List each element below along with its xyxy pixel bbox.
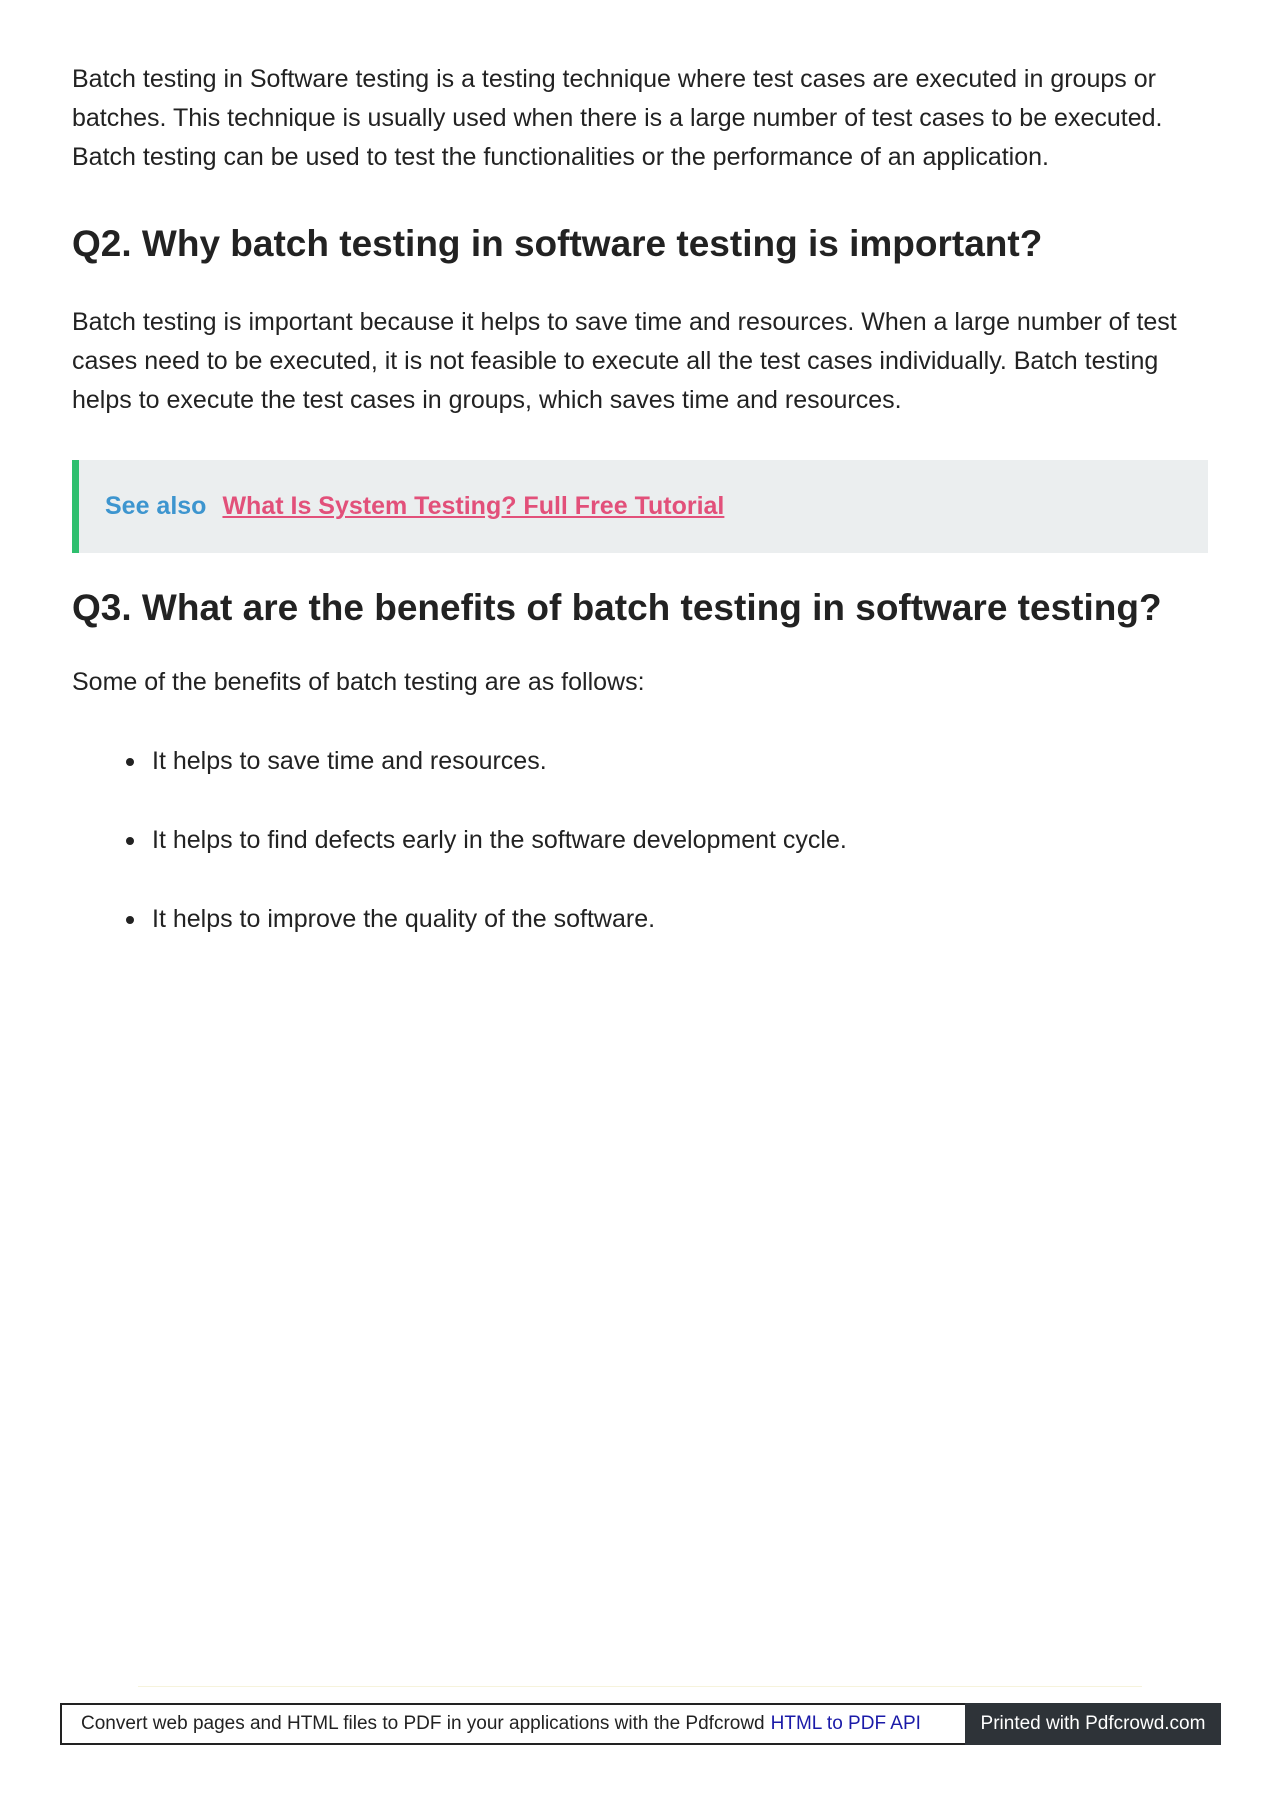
see-also-label: See also xyxy=(105,492,207,520)
q3-intro: Some of the benefits of batch testing are as follows: xyxy=(72,668,645,696)
q2-answer: Batch testing is important because it helps to save time and resources. When a large number of test cases need to be executed, it is not feasible to execute all the test cases individually. Batch testing helps to execute the test cases in groups, which saves time and resources. xyxy=(72,308,1177,414)
list-item-text: It helps to find defects early in the software development cycle. xyxy=(152,826,847,854)
q2-heading: Q2. Why batch testing in software testing is important? xyxy=(72,223,1043,264)
footer-api-link[interactable]: HTML to PDF API xyxy=(770,1713,921,1734)
bullet-icon xyxy=(126,916,134,924)
see-also-box xyxy=(72,460,1208,553)
list-item-text: It helps to improve the quality of the software. xyxy=(152,905,656,933)
footer-divider xyxy=(138,1686,1142,1687)
footer-badge[interactable]: Printed with Pdfcrowd.com xyxy=(965,1703,1221,1745)
benefits-list xyxy=(72,742,1208,939)
list-item-text: It helps to save time and resources. xyxy=(152,747,547,775)
bullet-icon xyxy=(126,758,134,766)
pdfcrowd-footer xyxy=(60,1703,1221,1745)
list-item xyxy=(122,821,1208,860)
footer-message xyxy=(60,1703,965,1745)
see-also-link[interactable]: What Is System Testing? Full Free Tutorial xyxy=(222,492,725,520)
bullet-icon xyxy=(126,837,134,845)
q3-heading: Q3. What are the benefits of batch testing in software testing? xyxy=(72,587,1162,628)
list-item xyxy=(122,900,1208,939)
article-content xyxy=(72,60,1208,979)
intro-paragraph: Batch testing in Software testing is a testing technique where test cases are executed in groups or batches. This technique is usually used when there is a large number of test cases to be executed. Batch testing can be used to test the functionalities or the performance of an application. xyxy=(72,65,1163,171)
footer-text: Convert web pages and HTML files to PDF in your applications with the Pdfcrowd xyxy=(81,1713,765,1734)
list-item xyxy=(122,742,1208,781)
